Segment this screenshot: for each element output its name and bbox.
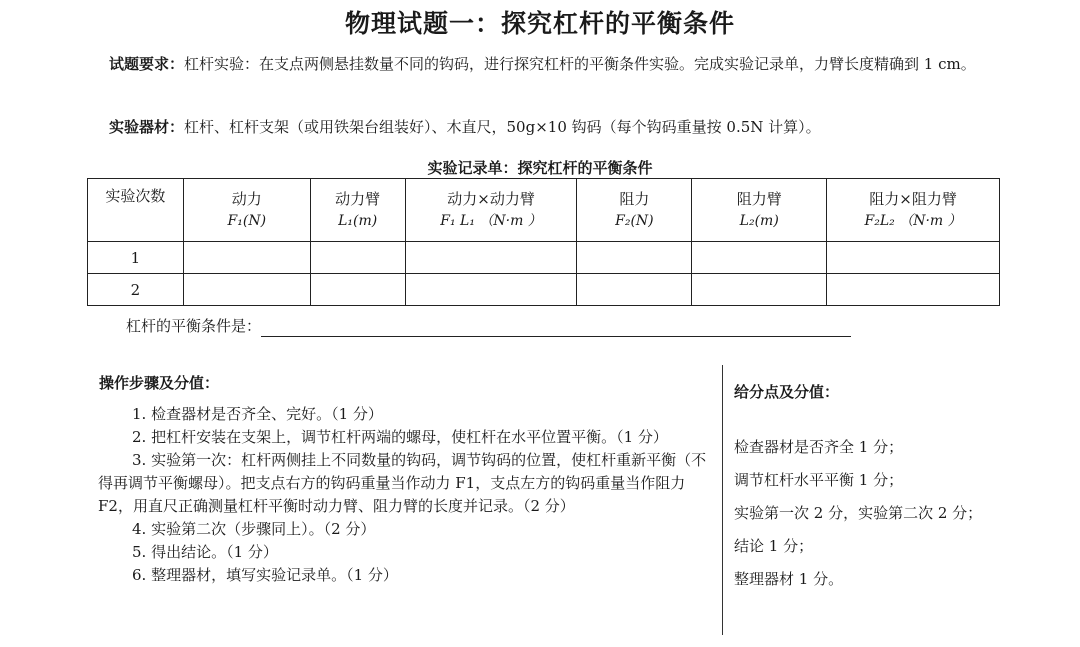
step-item: 2. 把杠杆安装在支架上，调节杠杆两端的螺母，使杠杆在水平位置平衡。（1 分） xyxy=(132,428,668,446)
requirement-label: 试题要求： xyxy=(109,55,185,73)
steps-heading: 操作步骤及分值： xyxy=(99,374,220,392)
equipment-paragraph xyxy=(76,115,1021,139)
scoring-item: 调节杠杆水平平衡 1 分； xyxy=(734,471,904,489)
record-table xyxy=(87,178,1000,306)
conclusion-line xyxy=(126,315,851,337)
table-row xyxy=(88,274,1000,306)
equipment-text: 杠杆、杠杆支架（或用铁架台组装好）、木直尺，50g×10 钩码（每个钩码重量按 0.5N 计算）。 xyxy=(184,118,821,136)
table-cell[interactable] xyxy=(692,274,827,306)
trial-number-cell: 2 xyxy=(88,274,184,306)
column-divider xyxy=(722,365,723,635)
requirement-paragraph xyxy=(76,52,1021,76)
column-header: 阻力 F₂(N) xyxy=(577,179,692,242)
table-cell[interactable] xyxy=(183,242,310,274)
column-header: 动力 F₁(N) xyxy=(183,179,310,242)
page-title: 物理试题一：探究杠杆的平衡条件 xyxy=(344,9,735,38)
table-row xyxy=(88,242,1000,274)
table-header-row xyxy=(88,179,1000,242)
column-header: 阻力臂 L₂(m) xyxy=(692,179,827,242)
table-cell[interactable] xyxy=(405,274,577,306)
conclusion-blank[interactable] xyxy=(261,318,851,337)
table-cell[interactable] xyxy=(310,242,405,274)
steps-section xyxy=(99,372,714,587)
step-item: 6. 整理器材，填写实验记录单。（1 分） xyxy=(132,566,398,584)
table-cell[interactable] xyxy=(405,242,577,274)
equipment-label: 实验器材： xyxy=(109,118,185,136)
column-header: 实验次数 xyxy=(88,179,184,242)
table-cell[interactable] xyxy=(310,274,405,306)
requirement-text: 杠杆实验：在支点两侧悬挂数量不同的钩码，进行探究杠杆的平衡条件实验。完成实验记录单，力臂长度精确到 1 cm。 xyxy=(184,55,976,73)
column-header: 动力臂 L₁(m) xyxy=(310,179,405,242)
column-header: 动力×动力臂 F₁ L₁ （N·m ） xyxy=(405,179,577,242)
step-item: 3. 实验第一次：杠杆两侧挂上不同数量的钩码，调节钩码的位置，使杠杆重新平衡（不得再调节平衡螺母）。把支点右方的钩码重量当作动力 F1，支点左方的钩码重量当作阻力 F2，用直尺正确测量杠杆平衡时动力臂、阻力臂的长度并记录。（2 分） xyxy=(98,451,707,515)
conclusion-label: 杠杆的平衡条件是： xyxy=(126,317,262,335)
column-header: 阻力×阻力臂 F₂L₂ （N·m ） xyxy=(827,179,1000,242)
trial-number-cell: 1 xyxy=(88,242,184,274)
table-cell[interactable] xyxy=(183,274,310,306)
step-item: 4. 实验第二次（步骤同上）。（2 分） xyxy=(132,520,376,538)
table-caption: 实验记录单：探究杠杆的平衡条件 xyxy=(427,159,653,177)
step-item: 5. 得出结论。（1 分） xyxy=(132,543,278,561)
table-cell[interactable] xyxy=(827,242,1000,274)
table-cell[interactable] xyxy=(692,242,827,274)
scoring-item: 实验第一次 2 分，实验第二次 2 分； xyxy=(734,504,983,522)
step-item: 1. 检查器材是否齐全、完好。（1 分） xyxy=(132,405,383,423)
scoring-item: 结论 1 分； xyxy=(734,537,814,555)
scoring-heading: 给分点及分值： xyxy=(734,383,840,401)
table-cell[interactable] xyxy=(577,274,692,306)
table-cell[interactable] xyxy=(577,242,692,274)
scoring-item: 整理器材 1 分。 xyxy=(734,570,844,588)
scoring-item: 检查器材是否齐全 1 分； xyxy=(734,438,904,456)
scoring-section xyxy=(734,376,994,596)
table-cell[interactable] xyxy=(827,274,1000,306)
